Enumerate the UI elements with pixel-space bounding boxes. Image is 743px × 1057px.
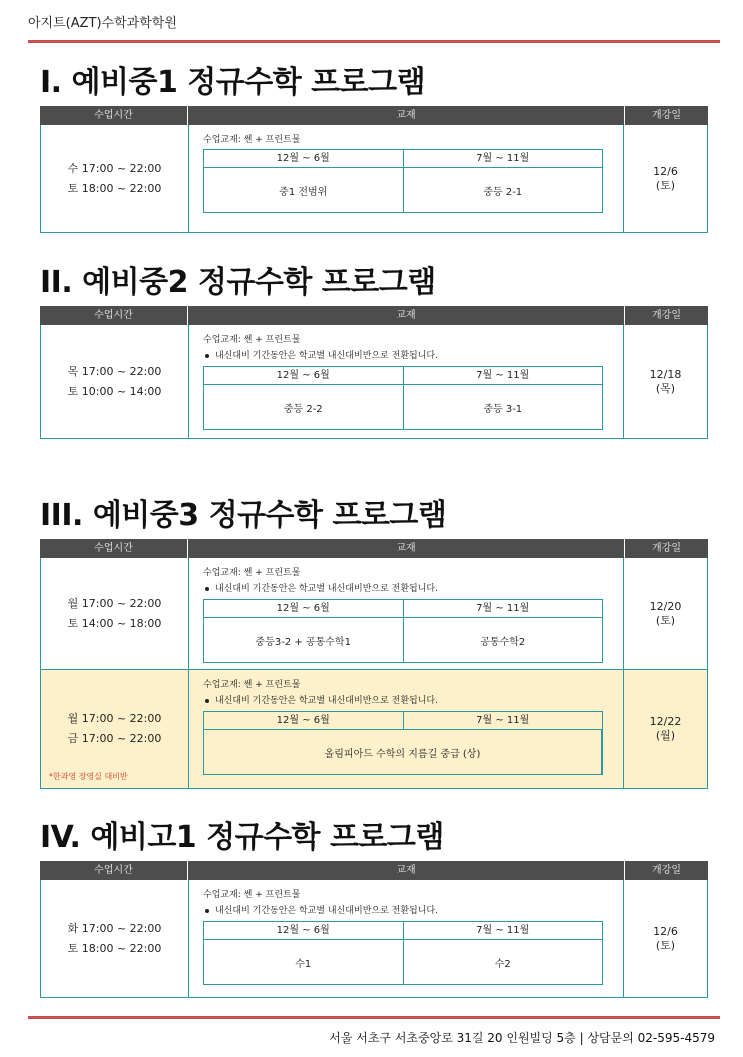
bottom-divider — [28, 1016, 720, 1019]
book-2: 수2 — [494, 958, 511, 970]
book-1: 수1 — [204, 940, 404, 984]
bullet-icon — [205, 354, 209, 358]
class-time — [41, 880, 189, 997]
book-2: 중등 3-1 — [483, 403, 523, 415]
bullet-icon — [205, 699, 209, 703]
book-1: 중등3-2 + 공통수학1 — [204, 618, 404, 662]
open-date-cell — [624, 325, 707, 438]
col-material: 교재 — [188, 106, 625, 125]
period-1: 12월 ~ 6월 — [204, 150, 404, 167]
open-date-cell — [624, 880, 707, 997]
section-title: IV. 예비고1 정규수학 프로그램 — [40, 820, 444, 855]
period-1: 12월 ~ 6월 — [204, 600, 404, 617]
period-1: 12월 ~ 6월 — [204, 367, 404, 384]
book-1: 중등 2-2 — [204, 385, 404, 429]
col-material: 교재 — [188, 861, 625, 880]
section-title: II. 예비중2 정규수학 프로그램 — [40, 265, 436, 300]
open-date-cell — [624, 670, 707, 788]
section-title: III. 예비중3 정규수학 프로그램 — [40, 498, 447, 533]
exam-note: 내신대비 기간동안은 학교별 내신대비반으로 전환됩니다. — [203, 582, 609, 596]
material-cell — [189, 558, 624, 669]
col-time: 수업시간 — [40, 539, 188, 558]
material-cell — [189, 325, 624, 438]
book-1: 중1 전범위 — [204, 168, 404, 212]
open-day: (토) — [655, 178, 676, 192]
table-header — [40, 539, 708, 558]
material-label: 수업교재: 쎈 + 프린트물 — [203, 335, 301, 345]
section-pre-middle-3 — [40, 493, 708, 789]
table-header — [40, 306, 708, 325]
open-date: 12/6 — [653, 164, 678, 178]
class-time — [41, 670, 189, 788]
time-line-1: 수 17:00 ~ 22:00 — [67, 161, 162, 175]
period-2: 7월 ~ 11월 — [476, 925, 530, 936]
schedule-table — [203, 366, 603, 430]
exam-note: 내신대비 기간동안은 학교별 내신대비반으로 전환됩니다. — [203, 349, 609, 363]
time-line-1: 월 17:00 ~ 22:00 — [67, 596, 162, 610]
col-material: 교재 — [188, 306, 625, 325]
material-cell — [189, 125, 624, 232]
time-line-2: 토 14:00 ~ 18:00 — [67, 616, 162, 630]
col-material: 교재 — [188, 539, 625, 558]
table-row-highlight — [40, 670, 708, 789]
time-line-2: 토 10:00 ~ 14:00 — [67, 384, 162, 398]
material-cell — [189, 880, 624, 997]
footer-contact: 서울 서초구 서초중앙로 31길 20 인원빌딩 5층 | 상담문의 02-595-4579 — [329, 1031, 715, 1045]
book-2: 공통수학2 — [480, 636, 526, 648]
bullet-icon — [205, 909, 209, 913]
period-2: 7월 ~ 11월 — [476, 370, 530, 381]
open-date: 12/20 — [649, 599, 682, 613]
academy-name: 아지트(AZT)수학과학학원 — [28, 16, 177, 31]
table-header — [40, 861, 708, 880]
schedule-table — [203, 149, 603, 213]
open-date: 12/18 — [649, 367, 682, 381]
open-date: 12/6 — [653, 924, 678, 938]
open-date-cell — [624, 558, 707, 669]
section-pre-middle-2 — [40, 260, 708, 439]
schedule-table — [203, 711, 603, 775]
time-line-2: 토 18:00 ~ 22:00 — [67, 181, 162, 195]
table-row — [40, 558, 708, 670]
time-line-2: 토 18:00 ~ 22:00 — [67, 941, 162, 955]
col-open: 개강일 — [652, 110, 681, 121]
time-line-1: 월 17:00 ~ 22:00 — [67, 712, 162, 725]
material-label: 수업교재: 쎈 + 프린트물 — [203, 568, 301, 578]
period-1: 12월 ~ 6월 — [204, 922, 404, 939]
period-2: 7월 ~ 11월 — [476, 153, 530, 164]
period-1: 12월 ~ 6월 — [204, 712, 404, 729]
material-label: 수업교재: 쎈 + 프린트물 — [203, 680, 301, 690]
schedule-table — [203, 921, 603, 985]
schedule-table — [203, 599, 603, 663]
period-2: 7월 ~ 11월 — [476, 603, 530, 614]
table-row — [40, 125, 708, 233]
period-2: 7월 ~ 11월 — [476, 715, 530, 726]
class-time — [41, 325, 189, 438]
book-span: 올림피아드 수학의 지름길 중급 (상) — [204, 730, 602, 774]
bullet-icon — [205, 587, 209, 591]
open-day: (목) — [655, 381, 676, 395]
table-row — [40, 325, 708, 439]
special-class-note: *한과영 장영실 대비반 — [49, 772, 128, 781]
open-date: 12/22 — [649, 715, 682, 728]
time-line-2: 금 17:00 ~ 22:00 — [67, 732, 162, 745]
section-pre-high-1 — [40, 815, 708, 998]
open-day: (월) — [655, 729, 676, 742]
class-time — [41, 125, 189, 232]
time-line-1: 화 17:00 ~ 22:00 — [67, 921, 162, 935]
col-time: 수업시간 — [40, 861, 188, 880]
exam-note: 내신대비 기간동안은 학교별 내신대비반으로 전환됩니다. — [203, 694, 609, 708]
material-cell — [189, 670, 624, 788]
col-time: 수업시간 — [40, 106, 188, 125]
material-label: 수업교재: 쎈 + 프린트물 — [203, 135, 301, 145]
col-open: 개강일 — [652, 865, 681, 876]
section-title: I. 예비중1 정규수학 프로그램 — [40, 65, 426, 100]
open-date-cell — [624, 125, 707, 232]
book-2: 중등 2-1 — [483, 186, 523, 198]
material-label: 수업교재: 쎈 + 프린트물 — [203, 890, 301, 900]
time-line-1: 목 17:00 ~ 22:00 — [67, 364, 162, 378]
open-day: (토) — [655, 613, 676, 627]
exam-note: 내신대비 기간동안은 학교별 내신대비반으로 전환됩니다. — [203, 904, 609, 918]
section-pre-middle-1 — [40, 60, 708, 233]
col-time: 수업시간 — [40, 306, 188, 325]
table-row — [40, 880, 708, 998]
col-open: 개강일 — [652, 310, 681, 321]
col-open: 개강일 — [652, 543, 681, 554]
table-header — [40, 106, 708, 125]
top-divider — [28, 40, 720, 43]
open-day: (토) — [655, 938, 676, 952]
class-time — [41, 558, 189, 669]
